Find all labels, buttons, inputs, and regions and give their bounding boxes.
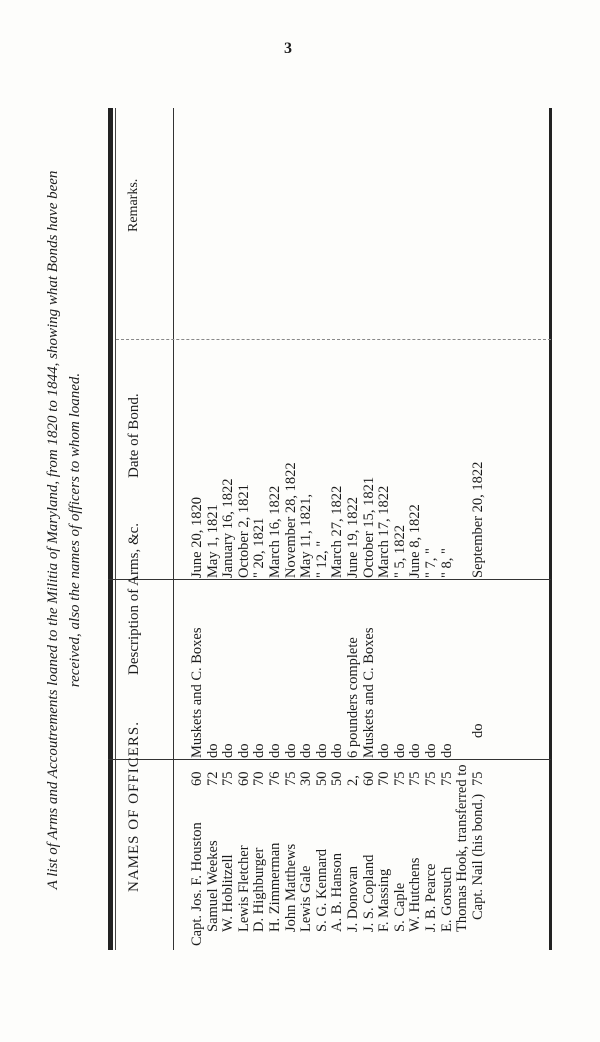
arms-description: do [313, 743, 330, 758]
officer-name: W. Hutchens [407, 857, 424, 932]
arms-description: do [407, 743, 424, 758]
bond-date: October 2, 1821 [235, 484, 252, 578]
arms-quantity: 75 [220, 771, 237, 786]
arms-description: do [298, 743, 315, 758]
arms-quantity: 60 [189, 771, 205, 786]
arms-description: Muskets and C. Boxes [360, 627, 377, 758]
arms-description: Muskets and C. Boxes [189, 627, 205, 758]
arms-quantity: 76 [266, 771, 283, 786]
arms-quantity: 75 [282, 771, 299, 786]
bond-date: March 27, 1822 [329, 485, 346, 578]
arms-description: do [235, 743, 252, 758]
officer-name: J. Donovan [344, 865, 361, 932]
arms-description: do [282, 743, 299, 758]
bond-date: " 12, " [313, 540, 330, 578]
arms-description: do [422, 743, 439, 758]
header-description: Description of Arms, &c. [126, 522, 142, 675]
table-row [346, 108, 362, 950]
arms-description: do [376, 743, 393, 758]
bond-date: March 16, 1822 [266, 485, 283, 578]
header-remarks: Remarks. [126, 178, 141, 232]
arms-quantity: 60 [360, 771, 377, 786]
table-row [237, 108, 253, 950]
table-bottom-rule [549, 108, 552, 950]
table-top-rule [108, 108, 113, 950]
officer-name: Lewis Gale [298, 865, 315, 932]
table-row [471, 108, 487, 950]
bond-date: " 20, 1821 [251, 517, 268, 578]
officer-name: Samuel Weekes [204, 840, 221, 932]
table-row [206, 108, 222, 950]
table-row [393, 108, 409, 950]
arms-quantity: 50 [313, 771, 330, 786]
table-row [268, 108, 284, 950]
bond-date: January 16, 1822 [220, 478, 237, 578]
table-row [284, 108, 300, 950]
arms-description: do [251, 743, 268, 758]
arms-quantity: 75 [469, 771, 486, 786]
arms-description: 6 pounders complete [344, 637, 361, 758]
bond-date: " 7, " [422, 548, 439, 578]
bond-date: June 8, 1822 [407, 504, 424, 578]
arms-quantity: 60 [235, 771, 252, 786]
bond-date: March 17, 1822 [376, 485, 393, 578]
officer-name: F. Massing [376, 868, 393, 932]
arms-quantity: 75 [422, 771, 439, 786]
bond-date: May 1, 1821 [204, 504, 221, 578]
arms-description: do [329, 743, 346, 758]
officer-name: A. B. Hanson [329, 853, 346, 932]
table-row [315, 108, 331, 950]
arms-quantity: 2, [344, 775, 361, 786]
officer-name: John Matthews [282, 843, 299, 932]
arms-quantity: 75 [391, 771, 408, 786]
officer-name: Capt. Nail (his bond.) [469, 793, 486, 920]
bond-date: " 5, 1822 [391, 524, 408, 578]
table-row [221, 108, 237, 950]
bond-date: June 20, 1820 [189, 497, 205, 578]
header-date: Date of Bond. [126, 393, 142, 478]
arms-description: do [469, 723, 486, 738]
bond-date: May 11, 1821, [298, 493, 315, 578]
header-names: NAMES OF OFFICERS. [126, 721, 142, 892]
table-row [190, 108, 206, 950]
bond-date: November 28, 1822 [282, 462, 299, 578]
title-line-2: received, also the names of officers to whom loaned. [67, 372, 83, 688]
arms-quantity: 75 [438, 771, 455, 786]
arms-quantity: 75 [407, 771, 424, 786]
document-title [42, 110, 86, 950]
arms-description: do [438, 743, 455, 758]
arms-quantity: 70 [376, 771, 393, 786]
officer-name: H. Zimmerman [266, 842, 283, 932]
table-row [252, 108, 268, 950]
bond-date: September 20, 1822 [469, 461, 486, 578]
header-rule [173, 108, 174, 950]
arms-quantity: 30 [298, 771, 315, 786]
officer-name: S. G. Kennard [313, 849, 330, 932]
arms-quantity: 72 [204, 771, 221, 786]
table-row [330, 108, 346, 950]
officer-name: W. Hoblitzell [220, 854, 237, 932]
officer-name: Capt. Jos. F. Houston [189, 822, 205, 946]
table-row [362, 108, 378, 950]
officer-name: J. S. Copland [360, 854, 377, 932]
arms-quantity: 50 [329, 771, 346, 786]
officer-name: Thomas Hook, transferred to [454, 764, 471, 932]
table-top-thin-rule [115, 108, 116, 950]
officer-name: J. B. Pearce [422, 863, 439, 932]
arms-quantity: 70 [251, 771, 268, 786]
officer-name: E. Gorsuch [438, 866, 455, 932]
arms-description: do [204, 743, 221, 758]
officer-name: D. Highburger [251, 847, 268, 932]
table-row [299, 108, 315, 950]
arms-description: do [220, 743, 237, 758]
officer-name: Lewis Fletcher [235, 845, 252, 932]
table-row [455, 108, 471, 950]
arms-description: do [391, 743, 408, 758]
page-number: 3 [284, 40, 292, 57]
table-row [377, 108, 393, 950]
table-body [190, 108, 486, 950]
table-row [440, 108, 456, 950]
title-line-1: A list of Arms and Accoutrements loaned to the Militia of Maryland, from 1820 to 1844, showing what Bonds have been [45, 170, 61, 890]
table-row [408, 108, 424, 950]
table-row [424, 108, 440, 950]
ledger-sheet [40, 80, 560, 980]
bond-date: June 19, 1822 [344, 497, 361, 578]
bond-date: October 15, 1821 [360, 476, 377, 578]
bond-date: " 8, " [438, 548, 455, 578]
officer-name: S. Caple [391, 882, 408, 932]
arms-description: do [266, 743, 283, 758]
